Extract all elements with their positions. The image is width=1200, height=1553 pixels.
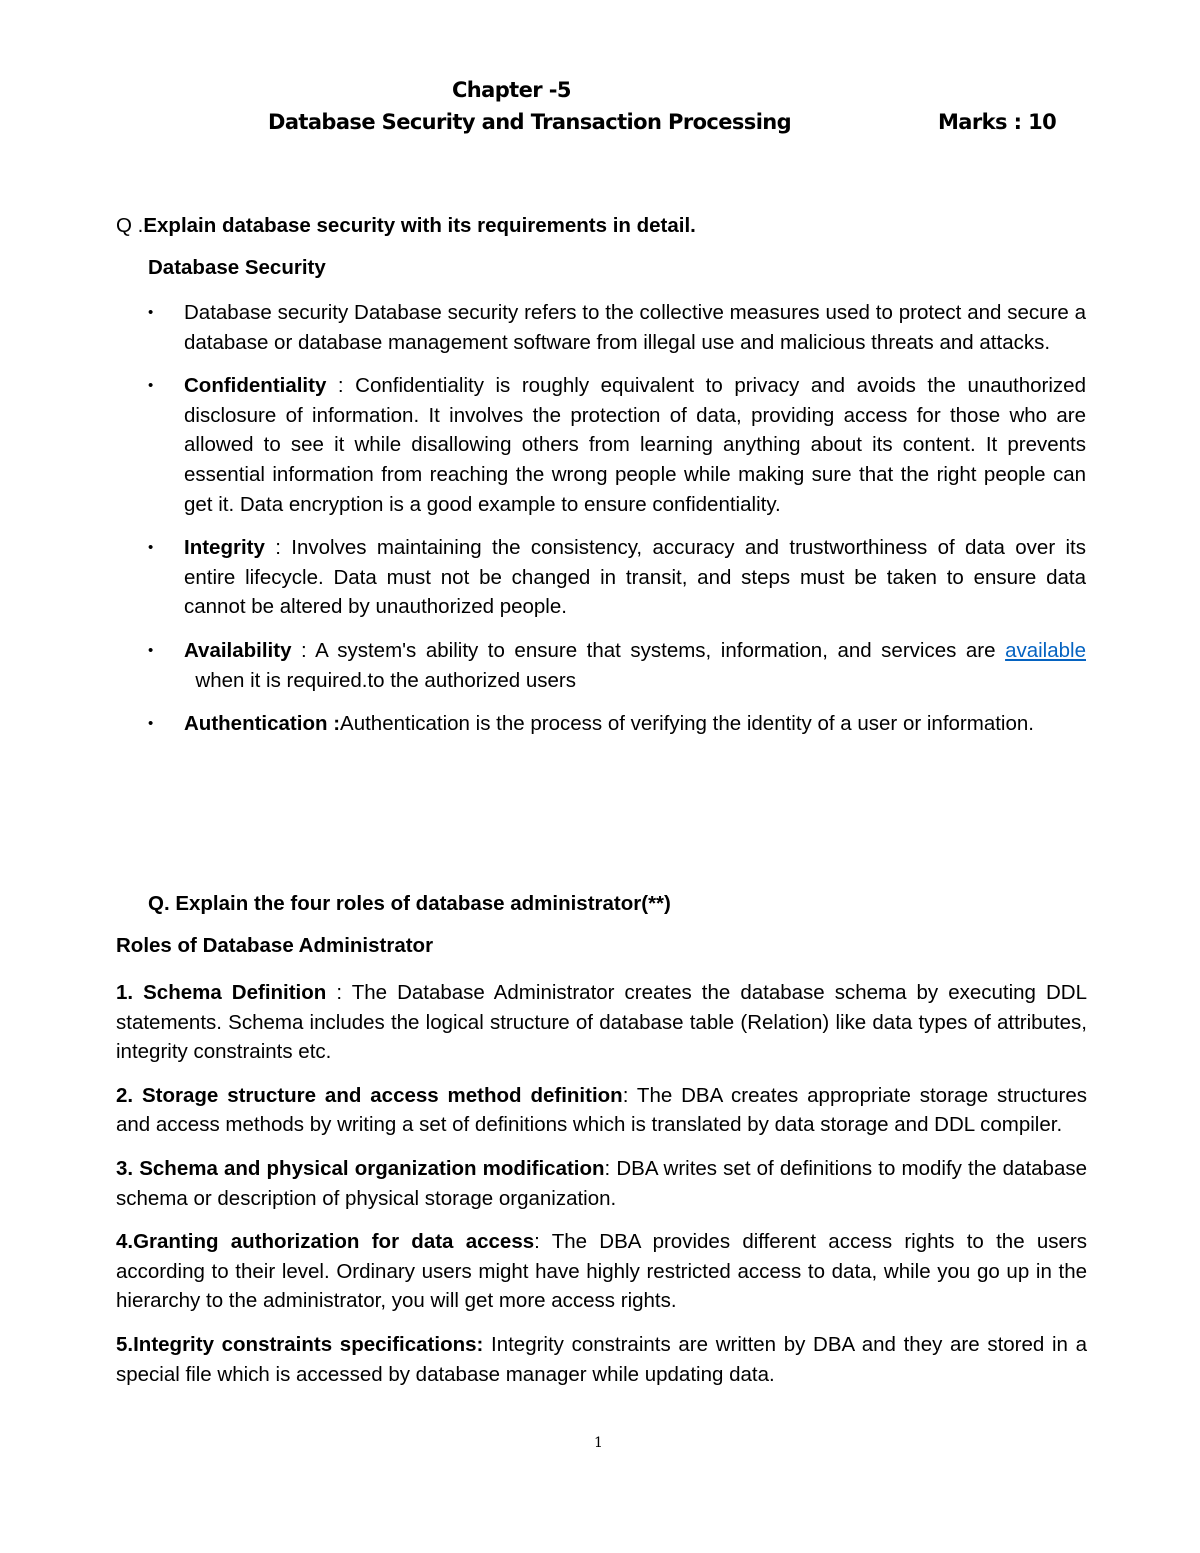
role-text: The Database Administrator creates the database schema by executing DDL statements. Schema includes the logical structure of database table (Relation) like data types of attributes, integrity constraints etc. [116, 981, 1087, 1064]
role-item-granting-authorization [116, 1227, 1087, 1316]
bullet-separator: : [327, 712, 341, 736]
question-1-prefix: Q . [116, 214, 144, 237]
role-separator: : [622, 1083, 637, 1107]
list-item-availability [148, 636, 1086, 695]
dba-roles-list [116, 978, 1087, 1403]
role-text: The DBA creates appropriate storage structures and access methods by writing a set of definitions which is translated by data storage and DDL compiler. [116, 1083, 1087, 1137]
bullet-text: Confidentiality is roughly equivalent to privacy and avoids the unauthorized disclosure of information. It involves the protection of data, providing access for those who are allowed to see it while disallowing others from learning anything about its content. It prevents essential information from reaching the wrong people while making sure that the right people can get it. Data encryption is a good example to ensure confidentiality. [184, 374, 1086, 516]
bullet-term: Availability [184, 638, 292, 662]
role-separator: : [326, 981, 352, 1004]
list-item-definition [148, 298, 1086, 357]
role-item-integrity-constraints [116, 1330, 1087, 1389]
subject-title: Database Security and Transaction Processing [268, 110, 792, 134]
question-1 [116, 214, 696, 238]
list-item-integrity [148, 533, 1086, 622]
bullet-term: Authentication [184, 712, 328, 736]
bullet-term: Confidentiality [184, 374, 327, 398]
role-text: DBA writes set of definitions to modify the database schema or description of physical storage organization. [116, 1156, 1087, 1210]
role-separator [483, 1333, 491, 1356]
question-2: Q. Explain the four roles of database administrator(**) [148, 892, 671, 915]
bullet-separator: : [264, 536, 292, 560]
role-separator: : [534, 1230, 552, 1254]
bullet-text: Involves maintaining the consistency, accuracy and trustworthiness of data over its entire lifecycle. Data must not be changed in transit, and steps must be taken to ensure data cannot be altered by unauthorized people. [184, 536, 1086, 619]
role-text: Integrity constraints are written by DBA and they are stored in a special file which is accessed by database manager while updating data. [116, 1332, 1087, 1386]
question-1-text: Explain database security with its requirements in detail. [143, 214, 696, 237]
role-text: The DBA provides different access rights to the users according to their level. Ordinary users might have highly restricted access to data, while you go up in the hierarchy to the administrator, you will get more access rights. [116, 1230, 1087, 1313]
bullet-separator: : [326, 374, 356, 398]
bullet-term: Integrity [184, 536, 265, 560]
list-item-authentication [148, 709, 1086, 739]
role-term: 2. Storage structure and access method definition [116, 1083, 623, 1107]
role-item-schema-modification [116, 1154, 1087, 1213]
security-requirements-list [148, 298, 1086, 753]
role-separator: : [604, 1156, 617, 1180]
marks-label: Marks : 10 [938, 110, 1057, 134]
section-title-dba-roles: Roles of Database Administrator [116, 934, 434, 957]
chapter-title: Chapter -5 [452, 78, 571, 102]
bullet-separator: : [291, 638, 316, 662]
role-term: 3. Schema and physical organization modification [116, 1156, 605, 1180]
page-number: 1 [594, 1435, 603, 1451]
section-title-database-security: Database Security [148, 256, 326, 279]
role-item-storage-structure [116, 1081, 1087, 1140]
bullet-text: Authentication is the process of verifying the identity of a user or information. [340, 712, 1034, 736]
role-item-schema-definition [116, 978, 1087, 1067]
available-link[interactable]: available [1005, 638, 1086, 662]
role-term: 4.Granting authorization for data access [116, 1230, 535, 1254]
list-item-confidentiality [148, 371, 1086, 519]
bullet-text-after-link: when it is required.to the authorized users [184, 668, 576, 692]
role-term: 1. Schema Definition [116, 981, 327, 1004]
bullet-text: A system's ability to ensure that systems, information, and services are [315, 638, 1006, 662]
role-term: 5.Integrity constraints specifications: [116, 1332, 484, 1356]
bullet-text: Database security Database security refers to the collective measures used to protect and secure a database or database management software from illegal use and malicious threats and attacks. [184, 301, 1086, 354]
